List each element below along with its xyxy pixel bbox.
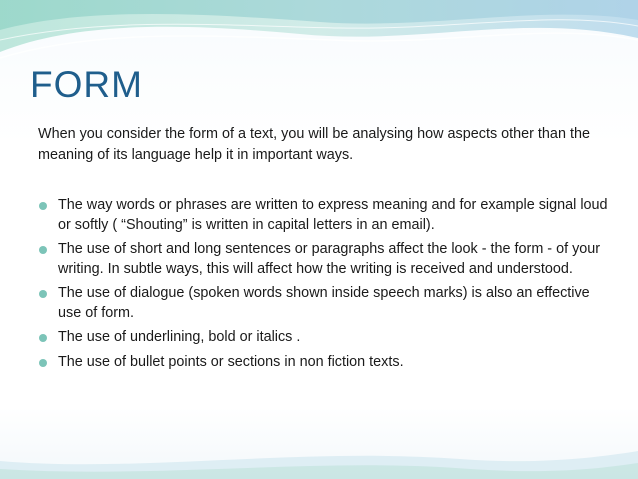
bullet-text: The use of dialogue (spoken words shown inside speech marks) is also an effective use of form. [58, 285, 590, 321]
bottom-wave-decoration [0, 439, 638, 479]
list-item [38, 284, 613, 323]
intro-paragraph: When you consider the form of a text, you will be analysing how aspects other than the meaning of its language help it in important ways. [38, 126, 590, 163]
list-item [38, 353, 613, 373]
list-item [38, 196, 613, 235]
list-item [38, 240, 613, 279]
bullet-icon [39, 290, 47, 298]
bullet-text: The way words or phrases are written to express meaning and for example signal loud or softly ( “Shouting” is written in capital letters in an email). [58, 197, 608, 233]
bullet-list [38, 196, 613, 377]
bullet-text: The use of short and long sentences or paragraphs affect the look - the form - of your writing. In subtle ways, this will affect how the writing is received and understood. [58, 241, 601, 277]
bullet-icon [39, 202, 47, 210]
bullet-text: The use of bullet points or sections in non fiction texts. [58, 353, 404, 370]
bullet-icon [39, 334, 47, 342]
bullet-icon [39, 359, 47, 367]
list-item [38, 328, 613, 348]
bullet-text: The use of underlining, bold or italics . [58, 329, 301, 345]
slide-title: FORM [30, 64, 143, 105]
bullet-icon [39, 246, 47, 254]
